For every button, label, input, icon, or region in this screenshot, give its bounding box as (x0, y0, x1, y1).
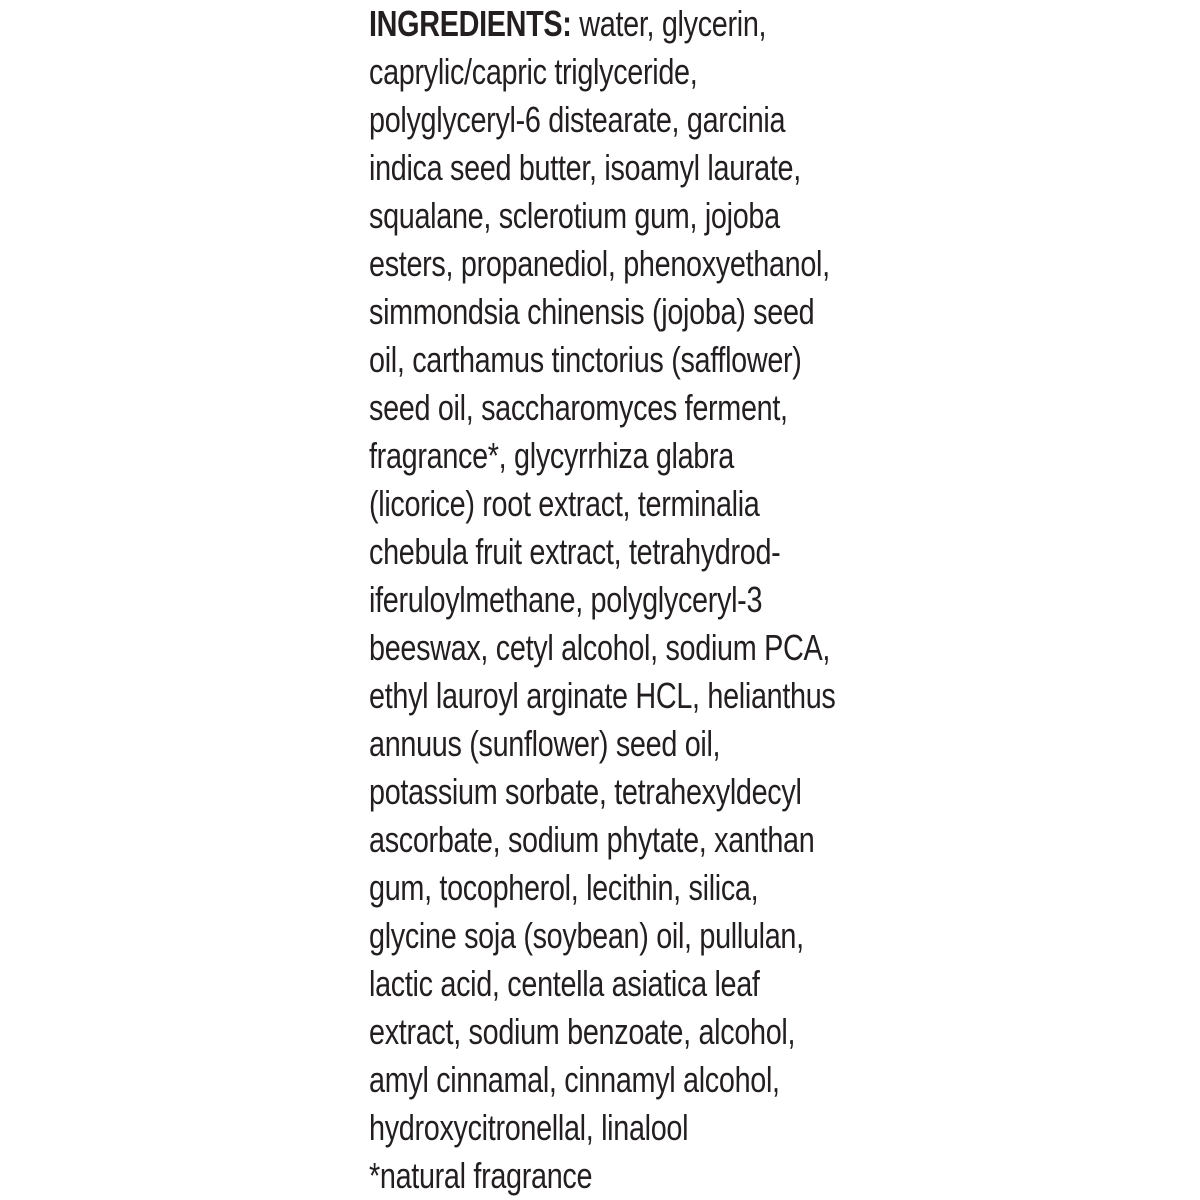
ingredients-line-2: polyglyceryl-6 distearate, garcinia (369, 99, 786, 140)
ingredients-line-5: esters, propanediol, phenoxyethanol, (369, 243, 830, 284)
ingredients-heading: INGREDIENTS: (369, 3, 572, 44)
ingredients-line-12: iferuloylmethane, polyglyceryl-3 (369, 579, 763, 620)
ingredients-line-23: hydroxycitronellal, linalool (369, 1107, 689, 1148)
ingredients-line-3: indica seed butter, isoamyl laurate, (369, 147, 801, 188)
ingredients-line-9: fragrance*, glycyrrhiza glabra (369, 435, 734, 476)
ingredients-line-8: seed oil, saccharomyces ferment, (369, 387, 788, 428)
ingredients-line-7: oil, carthamus tinctorius (safflower) (369, 339, 802, 380)
ingredients-line-11: chebula fruit extract, tetrahydrod- (369, 531, 781, 572)
ingredients-line-0 (369, 0, 1009, 48)
ingredients-line-21: extract, sodium benzoate, alcohol, (369, 1011, 796, 1052)
ingredients-line-17: ascorbate, sodium phytate, xanthan (369, 819, 815, 860)
ingredients-line-4: squalane, sclerotium gum, jojoba (369, 195, 780, 236)
ingredients-line-18: gum, tocopherol, lecithin, silica, (369, 867, 759, 908)
ingredients-line-19: glycine soja (soybean) oil, pullulan, (369, 915, 804, 956)
ingredients-line-22: amyl cinnamal, cinnamyl alcohol, (369, 1059, 780, 1100)
ingredients-line-10: (licorice) root extract, terminalia (369, 483, 760, 524)
ingredients-line-13: beeswax, cetyl alcohol, sodium PCA, (369, 627, 831, 668)
ingredients-line-20: lactic acid, centella asiatica leaf (369, 963, 760, 1004)
ingredients-line-1: caprylic/capric triglyceride, (369, 51, 698, 92)
ingredients-text: water, glycerin, (579, 3, 767, 44)
ingredients-list (369, 0, 1169, 1200)
ingredients-line-6: simmondsia chinensis (jojoba) seed (369, 291, 815, 332)
ingredients-line-14: ethyl lauroyl arginate HCL, helianthus (369, 675, 836, 716)
ingredients-line-16: potassium sorbate, tetrahexyldecyl (369, 771, 802, 812)
natural-fragrance-footnote: *natural fragrance (369, 1155, 593, 1196)
ingredients-line-15: annuus (sunflower) seed oil, (369, 723, 721, 764)
